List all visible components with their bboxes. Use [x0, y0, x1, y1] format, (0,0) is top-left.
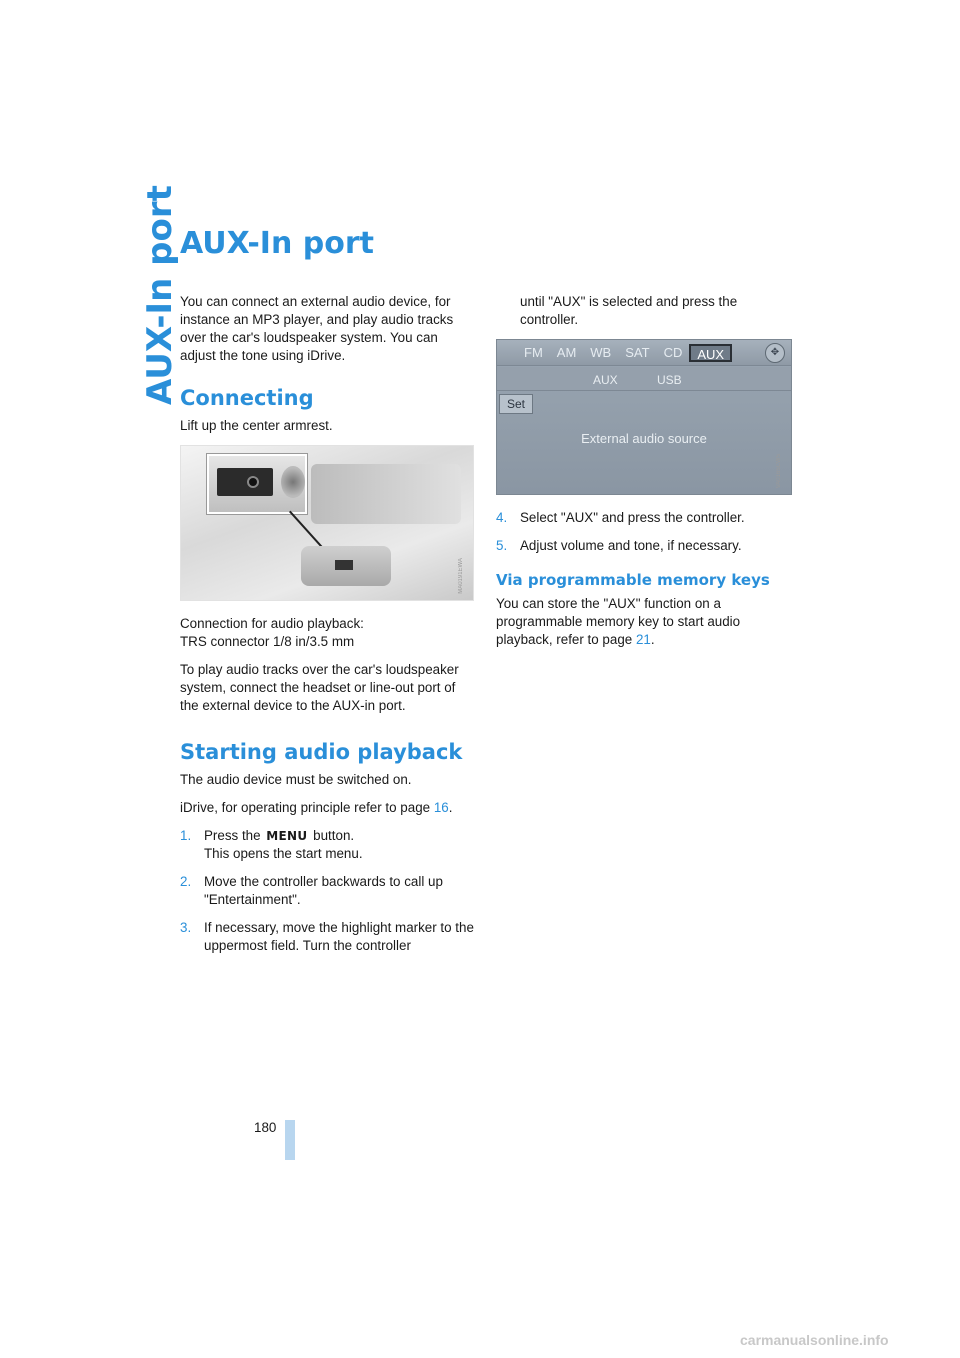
- step-2-text: Move the controller backwards to call up "Entertainment".: [204, 874, 443, 907]
- step-number: 3.: [180, 920, 192, 935]
- step-1-line2: This opens the start menu.: [204, 846, 363, 861]
- step-1: [180, 827, 474, 863]
- screen-tab-aux[interactable]: AUX: [689, 344, 732, 362]
- steps-list-left: [180, 827, 474, 955]
- side-tab-label: AUX-In port: [140, 185, 180, 405]
- starting-p2-text: iDrive, for operating principle refer to page: [180, 800, 434, 815]
- port-panel: [217, 468, 273, 496]
- step-2: [180, 873, 474, 909]
- page-number: 180: [254, 1120, 277, 1135]
- photo-inset-detail: [207, 454, 307, 514]
- step-number: 5.: [496, 538, 508, 553]
- step-1-pre: Press the: [204, 828, 265, 843]
- photo-code: MA0191EWA: [458, 558, 464, 594]
- side-tab-title: [140, 185, 180, 405]
- step-3-continuation: until "AUX" is selected and press the controller.: [520, 294, 738, 327]
- watermark: carmanualsonline.info: [740, 1332, 889, 1348]
- screen-subrow: [497, 367, 791, 391]
- external-audio-message: External audio source: [581, 431, 707, 446]
- section-heading-memory: Via programmable memory keys: [496, 571, 770, 589]
- section-heading-connecting: Connecting: [180, 386, 314, 410]
- footer-bar: [285, 1120, 295, 1160]
- idrive-screen: [496, 339, 792, 495]
- menu-key-icon: MENU: [266, 829, 308, 843]
- step-number: 1.: [180, 828, 192, 843]
- screen-tab-cd[interactable]: CD: [663, 345, 683, 360]
- armrest-photo: [180, 445, 474, 601]
- step-5: [496, 537, 790, 555]
- memory-text: You can store the "AUX" function on a programmable memory key to start audio playback, refer to page: [496, 596, 741, 647]
- memory-paragraph: [496, 595, 790, 649]
- step-1-post: button.: [309, 828, 355, 843]
- intro-paragraph: You can connect an external audio device, for instance an MP3 player, and play audio tracks over the car's loudspeaker system. You can adjust the tone using iDrive.: [180, 294, 454, 363]
- screen-tab-sat[interactable]: SAT: [625, 345, 650, 360]
- starting-p1: The audio device must be switched on.: [180, 772, 412, 787]
- set-button[interactable]: Set: [499, 394, 533, 414]
- connecting-body: To play audio tracks over the car's loudspeaker system, connect the headset or line-out port of the external device to the AUX-in port.: [180, 662, 459, 713]
- steps-list-right: [496, 509, 790, 555]
- aux-port-icon: [335, 560, 353, 570]
- sub-tab-aux[interactable]: AUX: [593, 373, 618, 387]
- step-number: 4.: [496, 510, 508, 525]
- connection-caption: [180, 615, 474, 651]
- photo-tray: [311, 464, 461, 524]
- cupholder: [281, 466, 305, 498]
- page-link-16[interactable]: 16: [433, 800, 449, 815]
- page-title: AUX-In port: [180, 226, 374, 261]
- left-column: [180, 293, 474, 965]
- starting-p2: [180, 799, 474, 817]
- starting-p2-end: .: [448, 800, 453, 815]
- step-3-text: If necessary, move the highlight marker to the uppermost field. Turn the controller: [204, 920, 474, 953]
- screen-code: VA0165CW5: [776, 453, 782, 488]
- screen-tab-wb[interactable]: WB: [590, 345, 612, 360]
- screen-tabs: [517, 344, 732, 362]
- right-column: [496, 293, 790, 659]
- step-4: [496, 509, 790, 527]
- section-heading-starting: Starting audio playback: [180, 740, 463, 764]
- step-4-text: Select "AUX" and press the controller.: [520, 510, 745, 525]
- page-link-21[interactable]: 21: [635, 632, 651, 647]
- screen-topbar: [497, 340, 791, 366]
- memory-end: .: [650, 632, 655, 647]
- step-5-text: Adjust volume and tone, if necessary.: [520, 538, 742, 553]
- screen-tab-am[interactable]: AM: [556, 345, 577, 360]
- caption-line-2: TRS connector 1/8 in/3.5 mm: [180, 634, 355, 649]
- sub-tab-usb[interactable]: USB: [657, 373, 682, 387]
- photo-console: [301, 546, 391, 586]
- aux-jack-icon: [247, 476, 259, 488]
- step-number: 2.: [180, 874, 192, 889]
- caption-line-1: Connection for audio playback:: [180, 616, 364, 631]
- step-3: [180, 919, 474, 955]
- screen-tab-fm[interactable]: FM: [524, 345, 543, 360]
- controller-compass-icon: ✥: [765, 343, 785, 363]
- connecting-instruction: Lift up the center armrest.: [180, 418, 333, 433]
